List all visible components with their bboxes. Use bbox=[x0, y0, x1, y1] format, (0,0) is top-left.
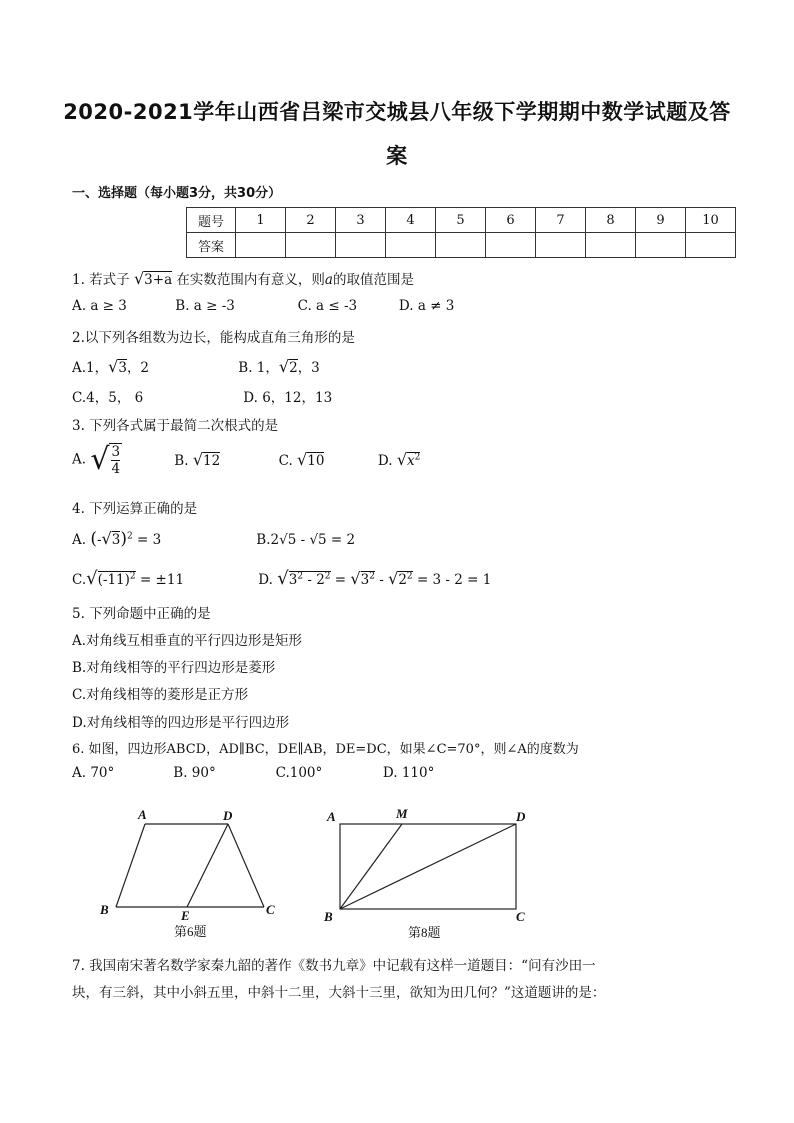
point-label-m: M bbox=[396, 806, 408, 821]
option-a[interactable]: A.1，√3，2 bbox=[72, 357, 150, 376]
option-b[interactable]: B.对角线相等的平行四边形是菱形 bbox=[72, 660, 276, 676]
option-label: D. bbox=[258, 572, 273, 588]
fraction-numerator: 3 bbox=[111, 443, 121, 460]
figure-caption: 第8题 bbox=[408, 925, 441, 940]
option-c[interactable]: C.100° bbox=[275, 765, 323, 781]
variable: a bbox=[324, 272, 333, 288]
radicand: 12 bbox=[203, 453, 221, 469]
option-d[interactable]: D. a ≠ 3 bbox=[398, 298, 455, 314]
segment-dc bbox=[228, 824, 264, 907]
answer-table-header-row bbox=[187, 208, 736, 233]
option-a[interactable]: A. √ $\frac{3}{4}$ bbox=[72, 442, 121, 477]
answer-cell[interactable] bbox=[486, 233, 536, 258]
question-6-options bbox=[72, 765, 434, 781]
option-b[interactable]: B. a ≥ -3 bbox=[175, 298, 235, 314]
question-1-options bbox=[72, 298, 454, 314]
segment-bd bbox=[340, 824, 516, 909]
option-d[interactable]: D. 110° bbox=[382, 765, 435, 781]
answer-cell[interactable] bbox=[536, 233, 586, 258]
point-label-c: C bbox=[266, 902, 275, 917]
question-text-line: 块，有三斜，其中小斜五里，中斜十二里，大斜十三里，欲知为田几何？”这道题讲的是： bbox=[72, 985, 606, 1001]
answer-cell[interactable] bbox=[286, 233, 336, 258]
radicand: 3 bbox=[111, 532, 121, 548]
option-text: A.1， bbox=[72, 360, 109, 376]
point-label-c: C bbox=[516, 909, 525, 924]
option-c[interactable]: C. a ≤ -3 bbox=[297, 298, 358, 314]
table-row-label: 答案 bbox=[187, 233, 236, 258]
option-label: C. bbox=[278, 453, 293, 469]
option-text: ，3 bbox=[297, 360, 320, 376]
question-2-options-row2 bbox=[72, 386, 332, 406]
figure-8-rectangle bbox=[320, 800, 535, 945]
radicand: 10 bbox=[307, 453, 325, 469]
segment-ab bbox=[116, 824, 145, 907]
answer-table-answer-row bbox=[187, 233, 736, 258]
exponent: 2 bbox=[414, 452, 421, 463]
radicand: 3+a bbox=[144, 272, 173, 288]
radicand: 3 bbox=[118, 360, 127, 376]
option-b[interactable]: B. √12 bbox=[174, 450, 221, 469]
table-cell: 4 bbox=[386, 208, 436, 233]
table-cell: 6 bbox=[486, 208, 536, 233]
option-d[interactable]: D. 6，12，13 bbox=[243, 390, 333, 406]
question-text: 1. 若式子 bbox=[72, 272, 130, 288]
fraction-denominator: 4 bbox=[111, 460, 121, 477]
question-text: 的取值范围是 bbox=[332, 272, 414, 288]
table-cell: 2 bbox=[286, 208, 336, 233]
question-3-stem: 3. 下列各式属于最简二次根式的是 bbox=[72, 418, 279, 434]
option-label: D. bbox=[377, 453, 393, 469]
option-c[interactable]: C. √10 bbox=[278, 450, 325, 469]
question-text-line: 7. 我国南宋著名数学家秦九韶的著作《数书九章》中记载有这样一道题目：“问有沙田一 bbox=[72, 958, 596, 974]
figure-caption: 第6题 bbox=[174, 924, 207, 939]
answer-cell[interactable] bbox=[436, 233, 486, 258]
option-c[interactable]: C.4，5， 6 bbox=[72, 390, 144, 406]
question-6-stem: 6. 如图，四边形ABCD，AD∥BC，DE∥AB，DE=DC，如果∠C=70°，则∠A的度数为 bbox=[72, 742, 579, 757]
point-label-b: B bbox=[100, 902, 109, 917]
answer-cell[interactable] bbox=[386, 233, 436, 258]
question-1-stem bbox=[72, 268, 414, 288]
table-cell: 7 bbox=[536, 208, 586, 233]
option-b[interactable] bbox=[256, 532, 355, 548]
question-5-stem: 5. 下列命题中正确的是 bbox=[72, 606, 211, 622]
radicand: x bbox=[407, 453, 415, 469]
table-row-label: 题号 bbox=[187, 208, 236, 233]
question-2-options-row1 bbox=[72, 356, 320, 376]
question-4-options-row1 bbox=[72, 529, 355, 549]
question-4-options-row2 bbox=[72, 568, 491, 589]
figure-6-lines bbox=[116, 824, 264, 907]
option-label: B. bbox=[256, 532, 271, 548]
option-c[interactable]: C.对角线相等的菱形是正方形 bbox=[72, 687, 249, 703]
segment-de bbox=[187, 824, 228, 907]
option-text: ，2 bbox=[126, 360, 150, 376]
answer-cell[interactable] bbox=[336, 233, 386, 258]
option-label: B. bbox=[174, 453, 189, 469]
document-title-continued: 案 bbox=[386, 144, 408, 168]
point-label-b: B bbox=[324, 909, 333, 924]
figure-8-lines bbox=[340, 824, 516, 909]
point-label-a: A bbox=[138, 807, 147, 822]
question-4-stem: 4. 下列运算正确的是 bbox=[72, 501, 198, 517]
answer-cell[interactable] bbox=[236, 233, 286, 258]
table-cell: 10 bbox=[686, 208, 736, 233]
answer-cell[interactable] bbox=[686, 233, 736, 258]
point-label-a: A bbox=[327, 809, 336, 824]
option-text: = ±11 bbox=[139, 572, 185, 588]
option-text: B. 1， bbox=[238, 360, 279, 376]
option-label: A. bbox=[72, 532, 87, 548]
option-a[interactable]: A. 70° bbox=[72, 765, 115, 781]
segment-bm bbox=[340, 824, 402, 909]
option-text: 2√5 - √5 = 2 bbox=[270, 532, 356, 548]
table-cell: 5 bbox=[436, 208, 486, 233]
answer-cell[interactable] bbox=[586, 233, 636, 258]
option-label: C. bbox=[72, 572, 87, 588]
option-text: = 3 bbox=[137, 532, 162, 548]
section-heading: 一、选择题（每小题3分，共30分） bbox=[72, 186, 282, 201]
option-label: A. bbox=[72, 451, 87, 468]
table-cell: 8 bbox=[586, 208, 636, 233]
figure-6-trapezoid bbox=[90, 800, 300, 945]
question-3-options bbox=[72, 442, 420, 482]
table-cell: 1 bbox=[236, 208, 286, 233]
question-text: 在实数范围内有意义，则 bbox=[176, 272, 325, 288]
option-c[interactable]: $C.√(-11)^2 = \pm 11$ bbox=[72, 568, 185, 589]
table-cell: 3 bbox=[336, 208, 386, 233]
document-title: 2020-2021学年山西省吕梁市交城县八年级下学期期中数学试题及答 bbox=[63, 100, 731, 124]
option-text: = 3 - 2 = 1 bbox=[416, 572, 492, 588]
option-d[interactable]: D.对角线相等的四边形是平行四边形 bbox=[72, 715, 290, 731]
question-7-stem bbox=[72, 953, 732, 1007]
option-d[interactable]: D. $√3^2 - 2^2 = √3^2 - √2^2 = 3 - 2 = 1$ bbox=[258, 568, 492, 589]
point-label-d: D bbox=[516, 809, 526, 824]
option-a[interactable]: A. a ≥ 3 bbox=[72, 298, 127, 314]
point-label-e: E bbox=[181, 908, 190, 923]
option-b[interactable]: B. 90° bbox=[173, 765, 216, 781]
radicand: 2 bbox=[289, 360, 298, 376]
radical: √3+a bbox=[133, 269, 173, 288]
option-b[interactable]: B. 1，√2，3 bbox=[238, 357, 320, 376]
point-label-d: D bbox=[223, 808, 233, 823]
table-cell: 9 bbox=[636, 208, 686, 233]
answer-cell[interactable] bbox=[636, 233, 686, 258]
answer-table bbox=[186, 207, 736, 258]
option-a[interactable]: A.对角线互相垂直的平行四边形是矩形 bbox=[72, 633, 303, 649]
question-2-stem: 2.以下列各组数为边长，能构成直角三角形的是 bbox=[72, 330, 355, 346]
option-a[interactable]: A. $(-√3)^2 = 3$ bbox=[72, 529, 162, 549]
option-d[interactable]: D. $√x^2$ bbox=[377, 450, 421, 469]
